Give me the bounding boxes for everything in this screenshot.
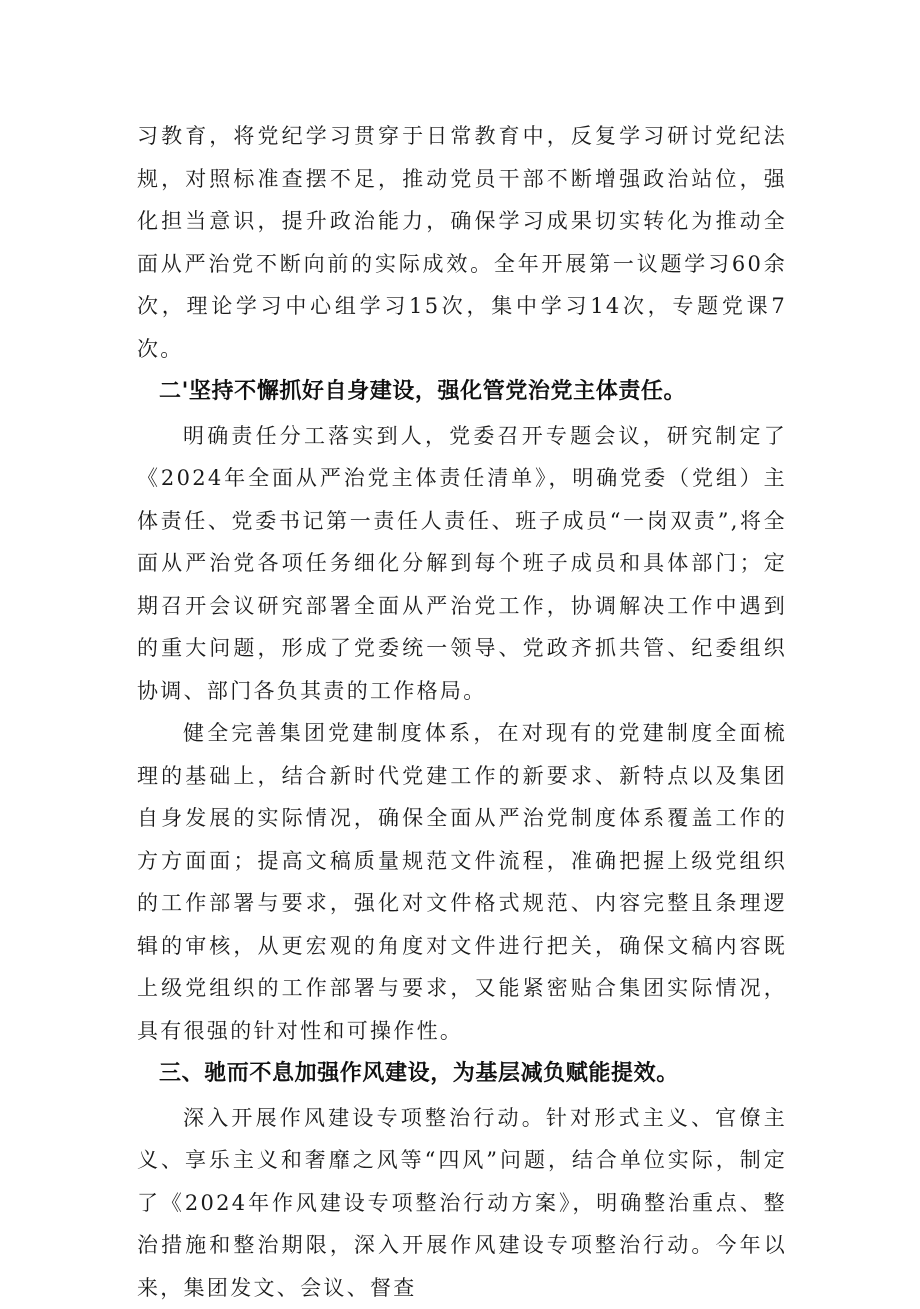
paragraph-study-education: 习教育，将党纪学习贯穿于日常教育中，反复学习研讨党纪法规，对照标准查摆不足，推动党员干部不断增强政治站位，强化担当意识，提升政治能力，确保学习成果切实转化为推动全面从严治党不断向前的实际成效。全年开展第一议题学习60余次，理论学习中心组学习15次，集中学习14次，专题党课7次。 (137, 115, 787, 370)
document-body (137, 115, 787, 1309)
section-heading-three: 三、驰而不息加强作风建设，为基层减负赋能提效。 (137, 1053, 787, 1096)
paragraph-party-system: 健全完善集团党建制度体系，在对现有的党建制度全面梳理的基础上，结合新时代党建工作的新要求、新特点以及集团自身发展的实际情况，确保全面从严治党制度体系覆盖工作的方方面面；提高文稿质量规范文件流程，准确把握上级党组织的工作部署与要求，强化对文件格式规范、内容完整且条理逻辑的审核，从更宏观的角度对文件进行把关，确保文稿内容既上级党组织的工作部署与要求，又能紧密贴合集团实际情况，具有很强的针对性和可操作性。 (137, 712, 787, 1052)
paragraph-responsibility: 明确责任分工落实到人，党委召开专题会议，研究制定了《2024年全面从严治党主体责任清单》，明确党委（党组）主体责任、党委书记第一责任人责任、班子成员“一岗双责”,将全面从严治党各项任务细化分解到每个班子成员和具体部门；定期召开会议研究部署全面从严治党工作，协调解决工作中遇到的重大问题，形成了党委统一领导、党政齐抓共管、纪委组织协调、部门各负其责的工作格局。 (137, 415, 787, 713)
paragraph-work-style: 深入开展作风建设专项整治行动。针对形式主义、官僚主义、享乐主义和奢靡之风等“四风”问题，结合单位实际，制定了《2024年作风建设专项整治行动方案》，明确整治重点、整治措施和整治期限，深入开展作风建设专项整治行动。今年以来，集团发文、会议、督查 (137, 1097, 787, 1309)
section-heading-two: 二'坚持不懈抓好自身建设，强化管党治党主体责任。 (137, 371, 787, 414)
